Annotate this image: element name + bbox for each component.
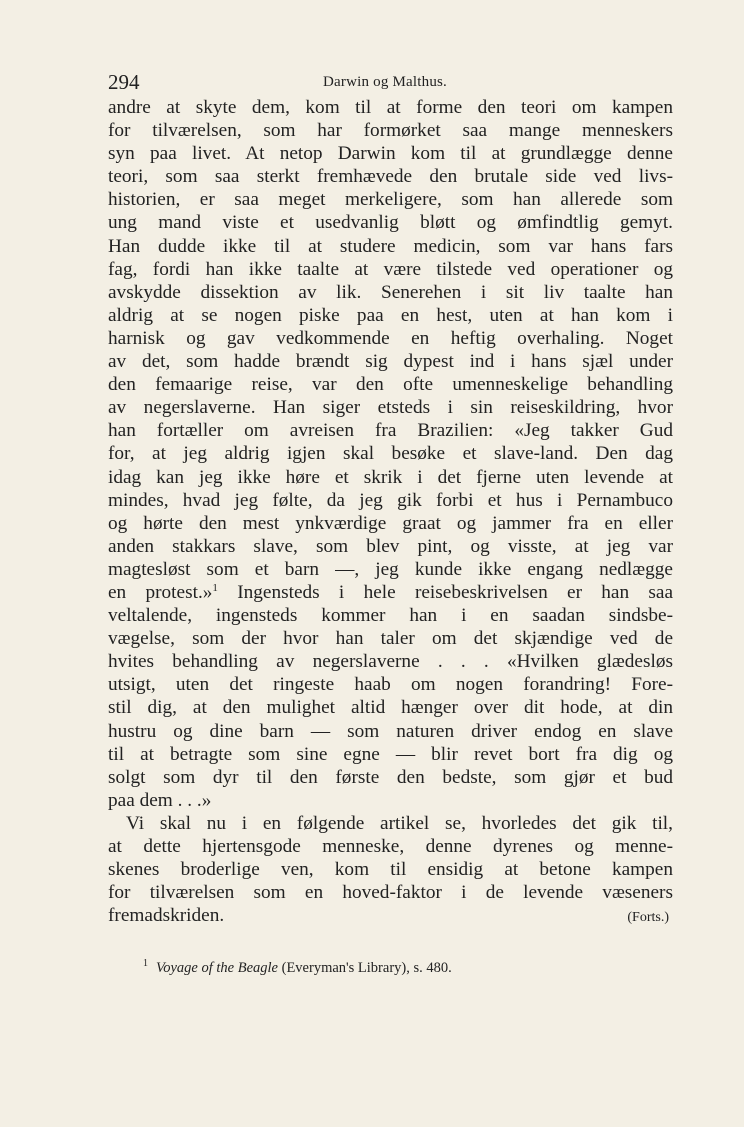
text-line: Han dudde ikke til at studere medicin, som var hans fars (108, 235, 673, 257)
text-line: den femaarige reise, var den ofte umenneskelige behandling (108, 374, 673, 396)
footnote (143, 958, 673, 977)
text-line: historien, er saa meget merkeligere, som han allerede som (108, 189, 673, 211)
text-line: anden stakkars slave, som blev pint, og visste, at jeg var (108, 535, 673, 557)
text-segment: en protest.» (108, 581, 213, 603)
footnote-reference-line (108, 581, 673, 604)
text-line: idag kan jeg ikke høre et skrik i det fjerne uten levende at (108, 466, 673, 488)
text-line: av negerslaverne. Han siger etsteds i sin reiseskildring, hvor (108, 397, 673, 419)
page-number: 294 (108, 70, 140, 94)
text-line: for tilværelsen, som har formørket saa mange menneskers (108, 120, 673, 142)
text-line: syn paa livet. At netop Darwin kom til at grundlægge denne (108, 143, 673, 165)
body-text (108, 96, 673, 927)
footnote-title: Voyage of the Beagle (156, 960, 278, 976)
text-line: mindes, hvad jeg følte, da jeg gik forbi et hus i Pernambuco (108, 489, 673, 511)
text-line: for tilværelsen som en hoved-faktor i de levende væseners (108, 882, 673, 904)
text-line: han fortæller om avreisen fra Brazilien: «Jeg takker Gud (108, 420, 673, 442)
page-header (108, 70, 673, 96)
text-line: at dette hjertensgode menneske, denne dyrenes og menne- (108, 836, 673, 857)
text-line: stil dig, at den mulighet altid hænger over dit hode, at din (108, 697, 673, 719)
running-title: Darwin og Malthus. (323, 74, 448, 90)
final-line (108, 904, 673, 927)
text-line: solgt som dyr til den første den bedste, som gjør et bud (108, 766, 673, 788)
footnote-reference-mark: 1 (212, 581, 218, 594)
text-line: av det, som hadde brændt sig dypest ind i hans sjæl under (108, 351, 673, 373)
text-line: utsigt, uten det ringeste haab om nogen forandring! Fore- (108, 674, 673, 696)
text-line: hvites behandling av negerslaverne . . . «Hvilken glædesløs (108, 651, 673, 673)
text-line: andre at skyte dem, kom til at forme den teori om kampen (108, 97, 673, 118)
text-line: ung mand viste et usedvanlig bløtt og ømfindtlig gemyt. (108, 212, 673, 234)
final-line-text: fremadskriden. (108, 905, 225, 927)
text-line: magtesløst som et barn —, jeg kunde ikke engang nedlægge (108, 558, 673, 580)
text-line: og hørte den mest ynkværdige graat og jammer fra en eller (108, 512, 673, 534)
text-line: avskydde dissektion av lik. Senerehen i sit liv taalte han (108, 281, 673, 303)
text-line: skenes broderlige ven, kom til ensidig at betone kampen (108, 859, 673, 881)
text-line: hustru og dine barn — som naturen driver endog en slave (108, 720, 673, 742)
footnote-citation: (Everyman's Library), s. 480. (278, 960, 452, 976)
text-line: veltalende, ingensteds kommer han i en saadan sindsbe- (108, 605, 673, 627)
text-line: vægelse, som der hvor han taler om det skjændige ved de (108, 628, 673, 650)
text-segment: Ingensteds i hele reisebeskrivelsen er han saa (217, 581, 673, 603)
text-line: teori, som saa sterkt fremhævede den brutale side ved livs- (108, 166, 673, 188)
text-line: til at betragte som sine egne — blir revet bort fra dig og (108, 743, 673, 765)
paragraph-end-line: paa dem . . .» (108, 789, 212, 811)
text-line: aldrig at se nogen piske paa en hest, uten at han kom i (108, 304, 673, 326)
continued-label: (Forts.) (627, 910, 669, 926)
text-line: harnisk og gav vedkommende en heftig overhaling. Noget (108, 327, 673, 349)
text-line: for, at jeg aldrig igjen skal besøke et slave-land. Den dag (108, 443, 673, 465)
text-line: fag, fordi han ikke taalte at være tilstede ved operationer og (108, 258, 673, 280)
text-line: Vi skal nu i en følgende artikel se, hvorledes det gik til, (126, 812, 673, 834)
footnote-mark: 1 (143, 958, 148, 969)
